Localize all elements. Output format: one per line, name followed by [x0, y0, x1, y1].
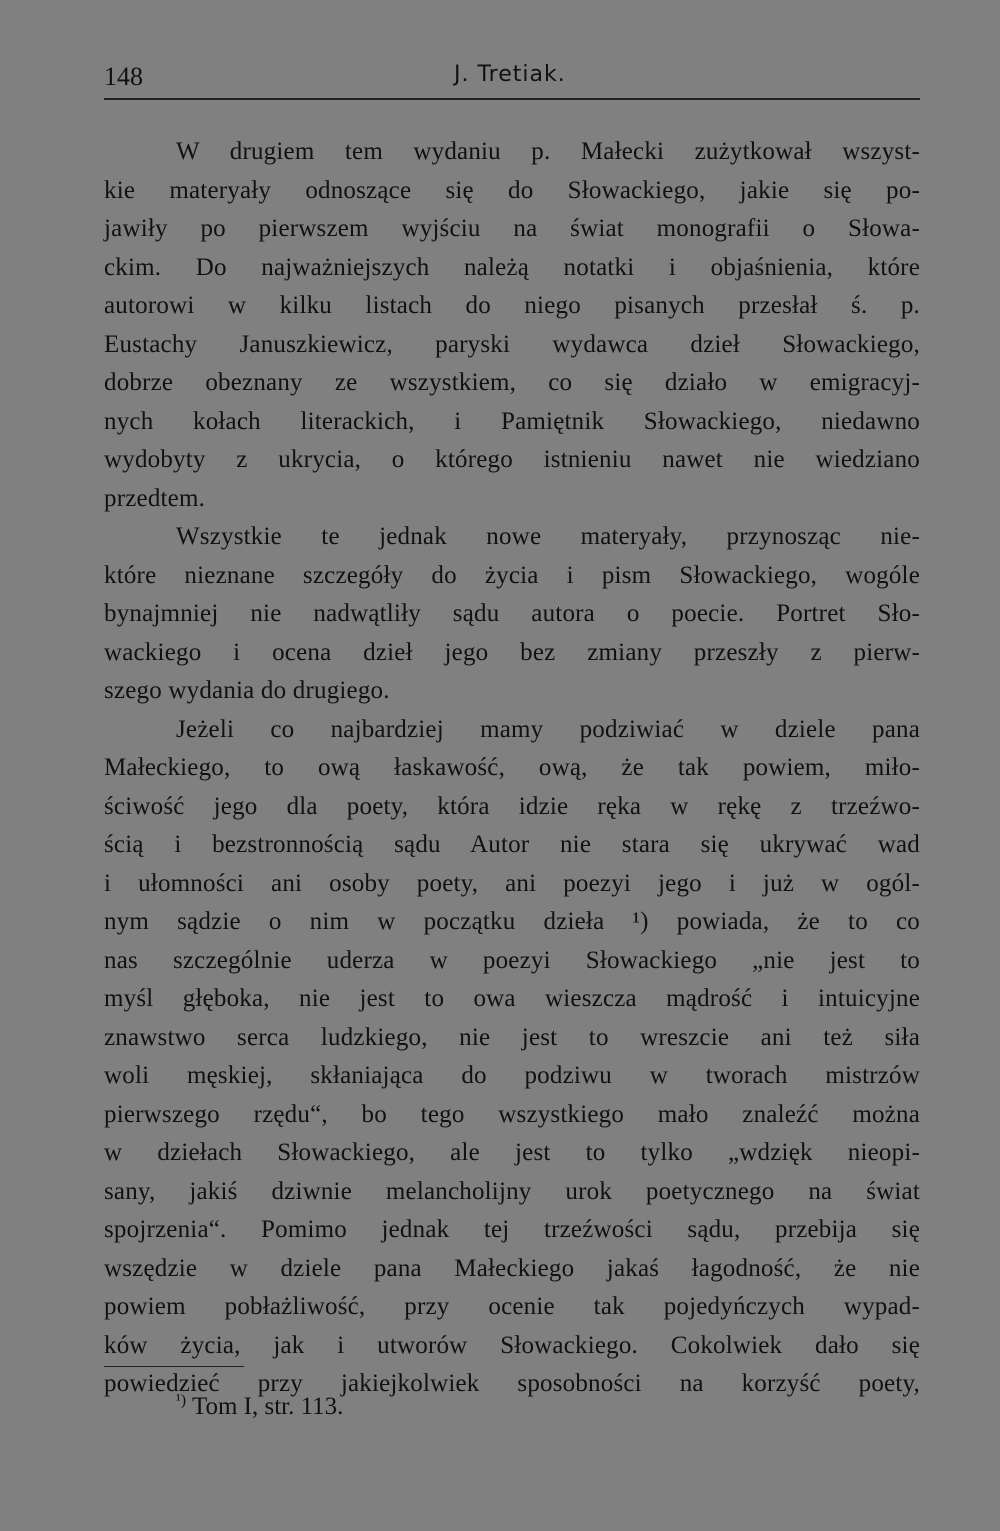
text-line: wydobyty z ukrycia, o którego istnieniu nawet nie wiedziano	[104, 446, 920, 473]
running-head	[104, 62, 920, 92]
footnote	[176, 1393, 343, 1421]
header-rule	[104, 98, 920, 100]
text-line: nas szczególnie uderza w poezyi Słowackiego „nie jest to	[104, 946, 920, 974]
text-line: W drugiem tem wydaniu p. Małecki zużytkował wszyst-	[176, 138, 920, 165]
text-line: Małeckiego, to ową łaskawość, ową, że tak powiem, miło-	[104, 754, 920, 781]
text-line: autorowi w kilku listach do niego pisanych przesłał ś. p.	[104, 292, 920, 319]
text-line: Jeżeli co najbardziej mamy podziwiać w dziele pana	[176, 715, 920, 743]
text-line: i ułomności ani osoby poety, ani poezyi jego i już w ogól-	[104, 869, 920, 897]
text-line: Eustachy Januszkiewicz, paryski wydawca dzieł Słowackiego,	[104, 330, 920, 358]
text-line: powiem pobłażliwość, przy ocenie tak pojedyńczych wypad-	[104, 1293, 920, 1320]
text-line: Wszystkie te jednak nowe materyały, przynosząc nie-	[176, 523, 920, 550]
text-line: myśl głęboka, nie jest to owa wieszcza mądrość i intuicyjne	[104, 985, 920, 1012]
text-line: które nieznane szczegóły do życia i pism Słowackiego, wogóle	[104, 561, 920, 589]
text-line: ckim. Do najważniejszych należą notatki i objaśnienia, które	[104, 253, 920, 281]
body-text	[104, 133, 920, 1404]
text-line: spojrzenia“. Pomimo jednak tej trzeźwości sądu, przebija się	[104, 1216, 920, 1243]
page-number: 148	[104, 62, 143, 91]
text-line: znawstwo serca ludzkiego, nie jest to wreszcie ani też siła	[104, 1023, 920, 1051]
text-line: szego wydania do drugiego.	[104, 677, 390, 704]
footnote-text: Tom I, str. 113.	[191, 1393, 344, 1420]
text-line: pierwszego rzędu“, bo tego wszystkiego mało znaleźć można	[104, 1100, 920, 1128]
footnote-rule	[104, 1366, 244, 1367]
text-line: nych kołach literackich, i Pamiętnik Słowackiego, niedawno	[104, 407, 920, 435]
text-line: wszędzie w dziele pana Małeckiego jakaś łagodność, że nie	[104, 1254, 920, 1282]
text-line: powiedzieć przy jakiejkolwiek sposobności na korzyść poety,	[104, 1370, 920, 1397]
text-line: ściwość jego dla poety, która idzie ręka w rękę z trzeźwo-	[104, 792, 920, 820]
text-line: sany, jakiś dziwnie melancholijny urok poetycznego na świat	[104, 1177, 920, 1205]
text-line: bynajmniej nie nadwątliły sądu autora o poecie. Portret Sło-	[104, 600, 920, 627]
text-line: ków życia, jak i utworów Słowackiego. Cokolwiek dało się	[104, 1331, 920, 1359]
text-line: woli męskiej, skłaniająca do podziwu w tworach mistrzów	[104, 1062, 920, 1089]
text-line: w dziełach Słowackiego, ale jest to tylko „wdzięk nieopi-	[104, 1139, 920, 1166]
text-line: nym sądzie o nim w początku dzieła ¹) powiada, że to co	[104, 908, 920, 935]
text-line: kie materyały odnoszące się do Słowackiego, jakie się po-	[104, 176, 920, 204]
running-title: J. Tretiak.	[454, 62, 566, 87]
footnote-marker: ¹)	[176, 1392, 187, 1409]
text-line: wackiego i ocena dzieł jego bez zmiany przeszły z pierw-	[104, 638, 920, 666]
text-line: dobrze obeznany ze wszystkiem, co się działo w emigracyj-	[104, 369, 920, 396]
text-line: jawiły po pierwszem wyjściu na świat monografii o Słowa-	[104, 215, 920, 242]
text-line: przedtem.	[104, 484, 206, 512]
text-line: ścią i bezstronnością sądu Autor nie stara się ukrywać wad	[104, 831, 920, 858]
